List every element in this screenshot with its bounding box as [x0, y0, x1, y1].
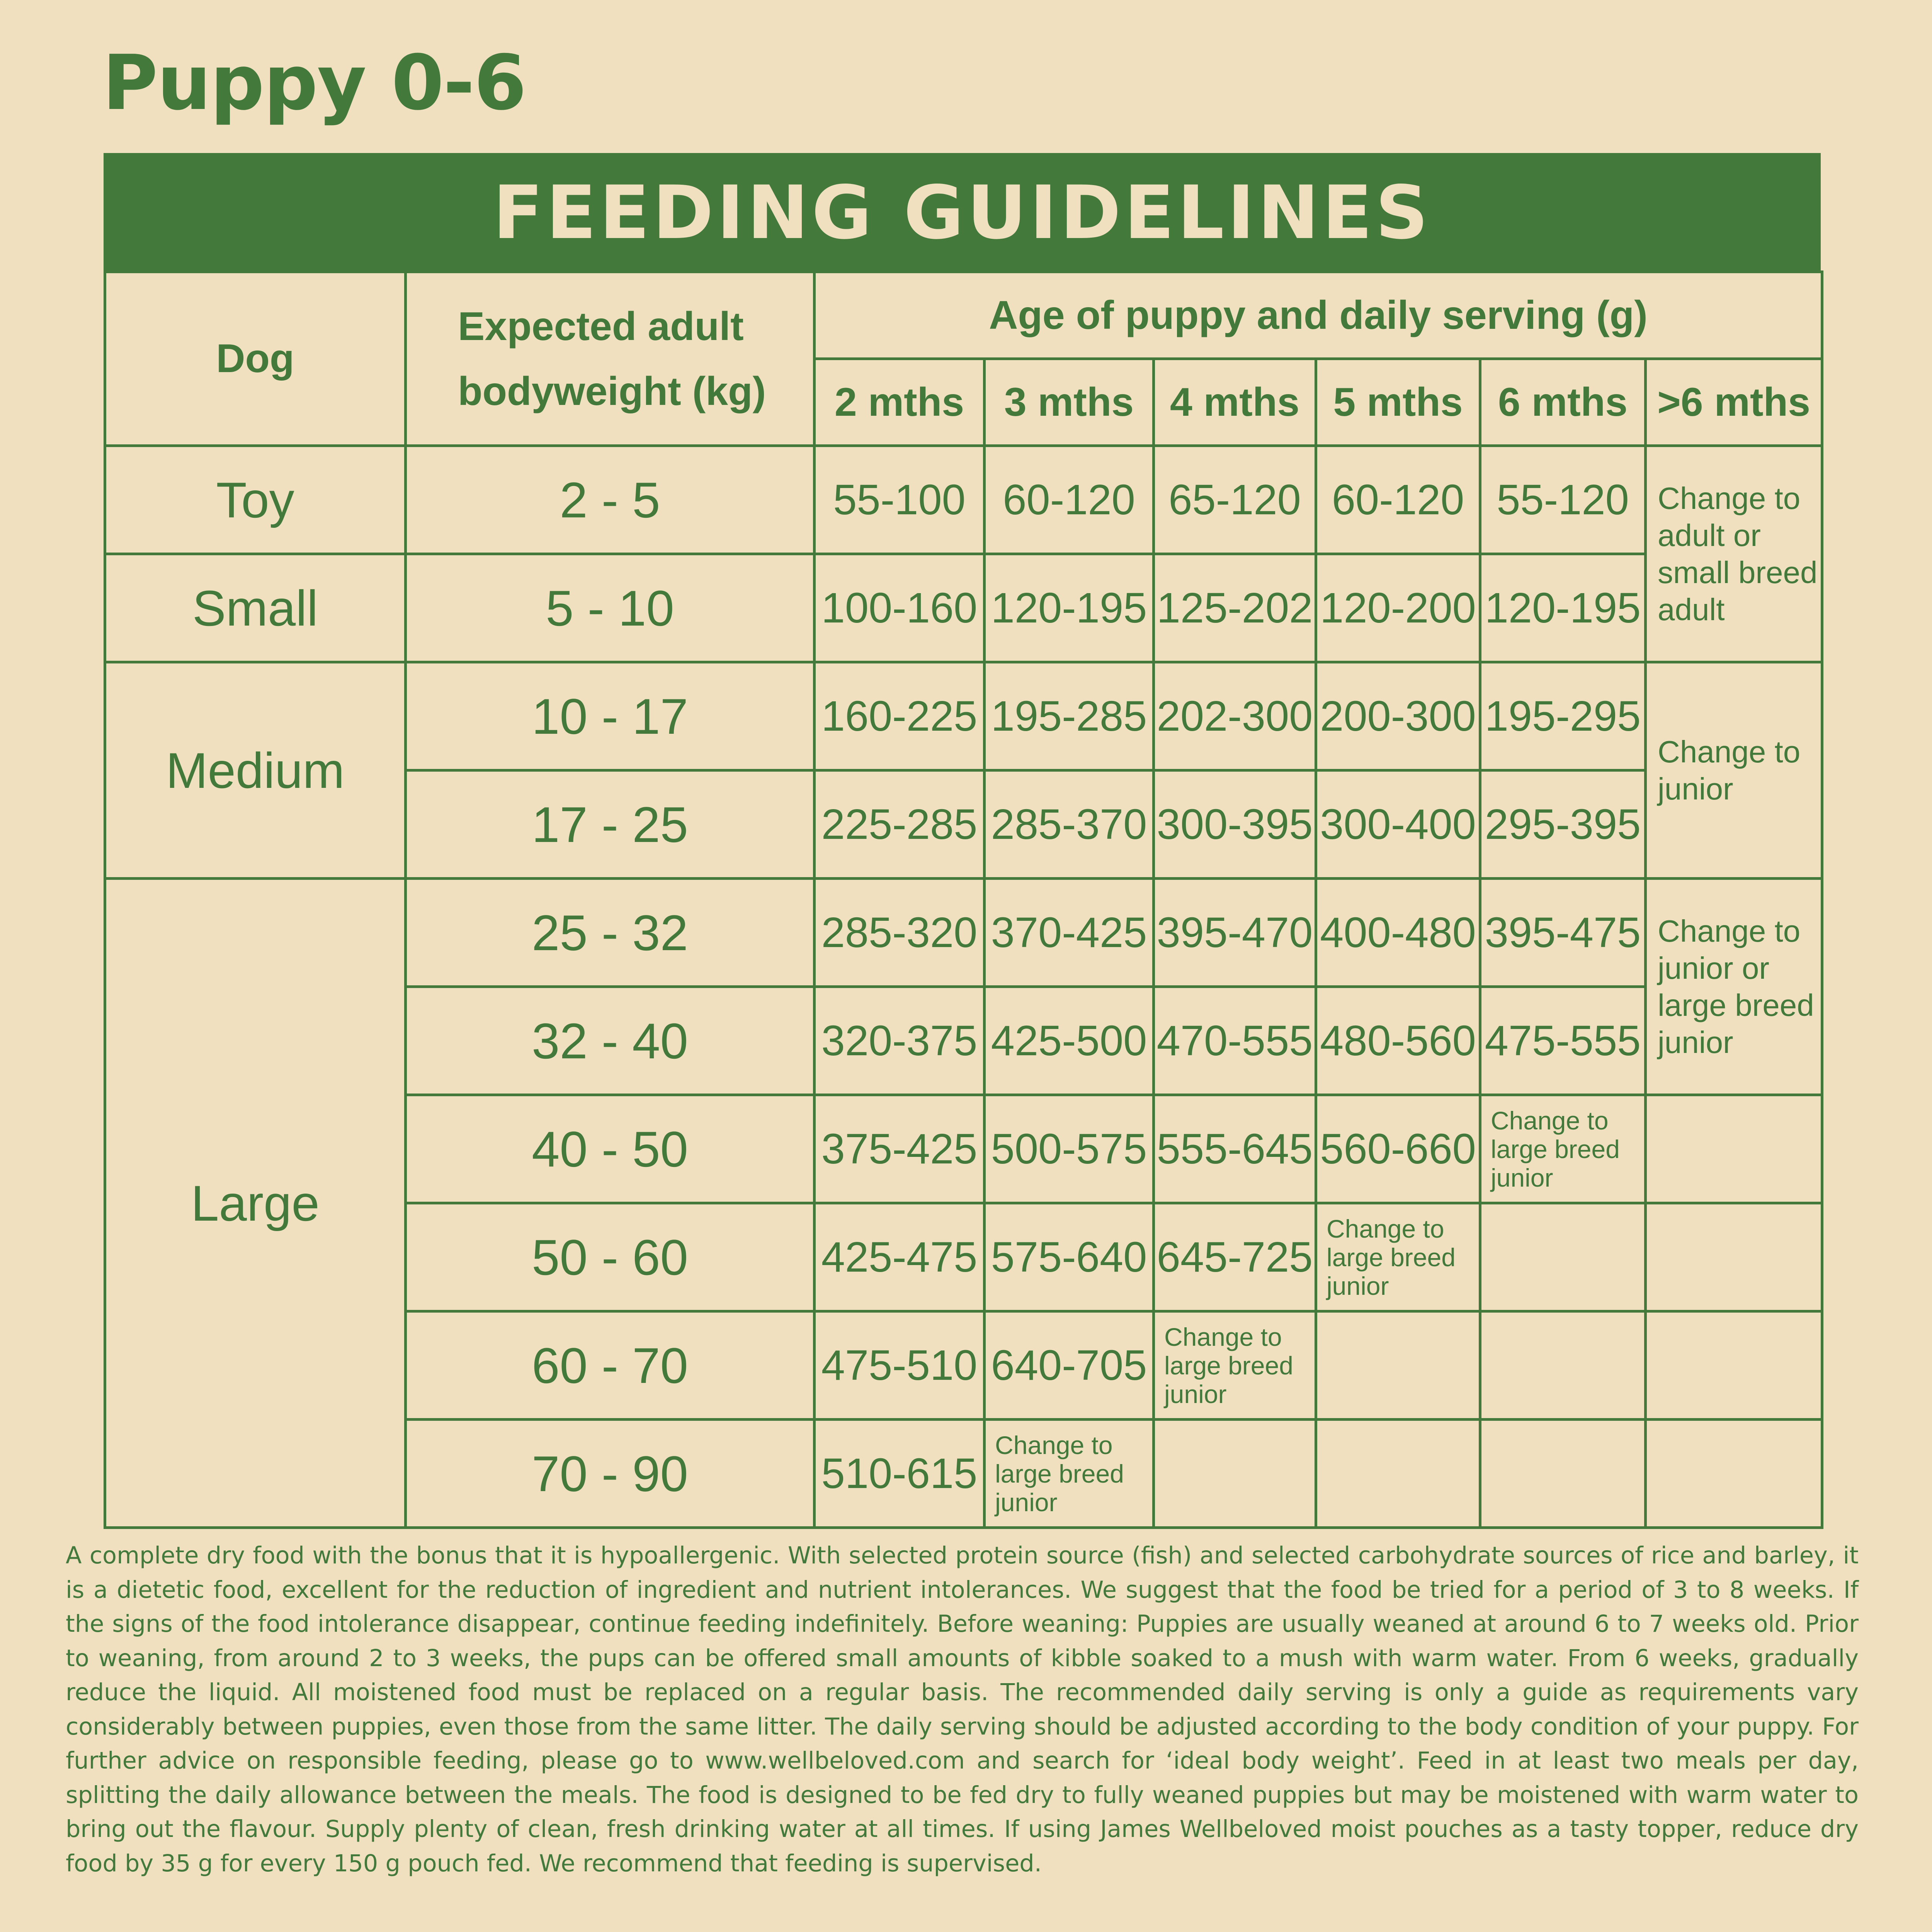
empty-cell: [1154, 1420, 1316, 1528]
serving-cell: 55-100: [815, 446, 985, 554]
dog-size-toy: Toy: [105, 446, 406, 554]
empty-cell: [1646, 1311, 1822, 1420]
header-age: Age of puppy and daily serving (g): [815, 272, 1822, 359]
weight-cell: 17 - 25: [406, 770, 815, 879]
header-weight: Expected adult bodyweight (kg): [406, 272, 815, 446]
serving-cell: 285-320: [815, 879, 985, 987]
serving-cell: 370-425: [985, 879, 1154, 987]
serving-cell: 555-645: [1154, 1095, 1316, 1203]
serving-cell: 60-120: [1316, 446, 1480, 554]
serving-cell: 200-300: [1316, 662, 1480, 770]
serving-cell: 225-285: [815, 770, 985, 879]
note-large-breed-junior: Change to large breed junior: [1316, 1203, 1480, 1311]
empty-cell: [1646, 1203, 1822, 1311]
serving-cell: 202-300: [1154, 662, 1316, 770]
page-title: Puppy 0-6: [102, 39, 526, 127]
weight-cell: 50 - 60: [406, 1203, 815, 1311]
weight-cell: 40 - 50: [406, 1095, 815, 1203]
weight-cell: 32 - 40: [406, 987, 815, 1095]
serving-cell: 60-120: [985, 446, 1154, 554]
serving-cell: 120-200: [1316, 554, 1480, 662]
serving-cell: 510-615: [815, 1420, 985, 1528]
empty-cell: [1480, 1420, 1646, 1528]
serving-cell: 55-120: [1480, 446, 1646, 554]
serving-cell: 640-705: [985, 1311, 1154, 1420]
empty-cell: [1646, 1420, 1822, 1528]
table-row: [105, 446, 1822, 554]
serving-cell: 395-470: [1154, 879, 1316, 987]
serving-cell: 120-195: [985, 554, 1154, 662]
serving-cell: 195-285: [985, 662, 1154, 770]
serving-cell: 425-475: [815, 1203, 985, 1311]
serving-cell: 500-575: [985, 1095, 1154, 1203]
feeding-table: [104, 270, 1823, 1529]
empty-cell: [1316, 1420, 1480, 1528]
weight-cell: 60 - 70: [406, 1311, 815, 1420]
dog-size-large: Large: [105, 879, 406, 1528]
header-month: 3 mths: [985, 359, 1154, 446]
note-large-breed-junior: Change to large breed junior: [985, 1420, 1154, 1528]
serving-cell: 195-295: [1480, 662, 1646, 770]
table-row: [105, 554, 1822, 662]
header-month: 4 mths: [1154, 359, 1316, 446]
serving-cell: 300-395: [1154, 770, 1316, 879]
empty-cell: [1646, 1095, 1822, 1203]
serving-cell: 470-555: [1154, 987, 1316, 1095]
header-month: 2 mths: [815, 359, 985, 446]
serving-cell: 395-475: [1480, 879, 1646, 987]
header-month: 5 mths: [1316, 359, 1480, 446]
empty-cell: [1480, 1311, 1646, 1420]
weight-cell: 2 - 5: [406, 446, 815, 554]
serving-cell: 300-400: [1316, 770, 1480, 879]
serving-cell: 100-160: [815, 554, 985, 662]
dog-size-small: Small: [105, 554, 406, 662]
header-month: >6 mths: [1646, 359, 1822, 446]
serving-cell: 120-195: [1480, 554, 1646, 662]
serving-cell: 285-370: [985, 770, 1154, 879]
dog-size-medium: Medium: [105, 662, 406, 879]
weight-cell: 25 - 32: [406, 879, 815, 987]
weight-cell: 5 - 10: [406, 554, 815, 662]
serving-cell: 65-120: [1154, 446, 1316, 554]
note-junior-large-breed: Change to junior or large breed junior: [1646, 879, 1822, 1095]
feeding-guidelines-banner: [104, 153, 1821, 271]
footer-description: A complete dry food with the bonus that it is hypoallergenic. With selected protein source (fish) and selected carbohydrate sources of rice and barley, it is a dietetic food, excellent for the reduction of ingredient and nutrient intolerances. We suggest that the food be tried for a period of 3 to 8 weeks. If the signs of the food intolerance disappear, continue feeding indefinitely. Before weaning: Puppies are usually weaned at around 6 to 7 weeks old. Prior to weaning, from around 2 to 3 weeks, the pups can be offered small amounts of kibble soaked to a mush with warm water. From 6 weeks, gradually reduce the liquid. All moistened food must be replaced on a regular basis. The recommended daily serving is only a guide as requirements vary considerably between puppies, even those from the same litter. The daily serving should be adjusted according to the body condition of your puppy. For further advice on responsible feeding, please go to www.wellbeloved.com and search for ‘ideal body weight’. Feed in at least two meals per day, splitting the daily allowance between the meals. The food is designed to be fed dry to fully weaned puppies but may be moistened with warm water to bring out the flavour. Supply plenty of clean, fresh drinking water at all times. If using James Wellbeloved moist pouches as a tasty topper, reduce dry food by 35 g for every 150 g pouch fed. We recommend that feeding is supervised.: [66, 1542, 1859, 1877]
header-month: 6 mths: [1480, 359, 1646, 446]
serving-cell: 425-500: [985, 987, 1154, 1095]
note-large-breed-junior: Change to large breed junior: [1154, 1311, 1316, 1420]
note-large-breed-junior: Change to large breed junior: [1480, 1095, 1646, 1203]
weight-cell: 70 - 90: [406, 1420, 815, 1528]
serving-cell: 400-480: [1316, 879, 1480, 987]
serving-cell: 475-510: [815, 1311, 985, 1420]
note-adult-small-breed: Change to adult or small breed adult: [1646, 446, 1822, 662]
weight-cell: 10 - 17: [406, 662, 815, 770]
banner-title: FEEDING GUIDELINES: [493, 170, 1432, 255]
table-row: [105, 879, 1822, 987]
serving-cell: 320-375: [815, 987, 985, 1095]
table-row: [105, 662, 1822, 770]
header-row-1: [105, 272, 1822, 359]
serving-cell: 375-425: [815, 1095, 985, 1203]
empty-cell: [1480, 1203, 1646, 1311]
serving-cell: 480-560: [1316, 987, 1480, 1095]
serving-cell: 575-640: [985, 1203, 1154, 1311]
serving-cell: 160-225: [815, 662, 985, 770]
serving-cell: 560-660: [1316, 1095, 1480, 1203]
serving-cell: 475-555: [1480, 987, 1646, 1095]
note-junior: Change to junior: [1646, 662, 1822, 879]
serving-cell: 125-202: [1154, 554, 1316, 662]
empty-cell: [1316, 1311, 1480, 1420]
header-dog: Dog: [105, 272, 406, 446]
serving-cell: 295-395: [1480, 770, 1646, 879]
serving-cell: 645-725: [1154, 1203, 1316, 1311]
